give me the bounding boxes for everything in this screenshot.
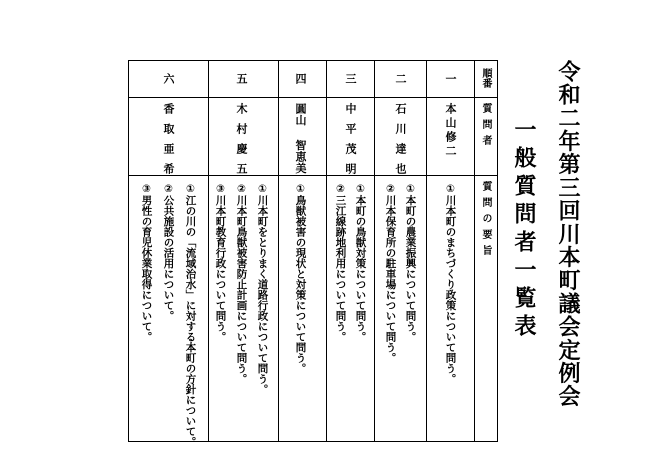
name-row-divider bbox=[129, 175, 497, 176]
row-order: 三 bbox=[344, 73, 357, 84]
row-order: 五 bbox=[235, 73, 248, 84]
row-question: ②川本保育所の駐車場について問う。 bbox=[384, 183, 397, 363]
order-row-divider bbox=[129, 97, 497, 98]
header-summary: 質問の要旨 bbox=[480, 181, 491, 261]
page-subtitle: 一般質問者一覧表 bbox=[511, 118, 536, 342]
questioner-table bbox=[128, 60, 498, 447]
page-title: 令和二年第三回川本町議会定例会 bbox=[555, 60, 580, 408]
row-question: ①川本町のまちづくり政策について問う。 bbox=[444, 183, 457, 384]
row-question: ②川本町鳥獣被害防止計画について問う。 bbox=[235, 183, 248, 384]
row-name: 木村慶五 bbox=[235, 103, 248, 183]
row-question: ②三江線跡地利用について問う。 bbox=[334, 183, 347, 342]
row-order: 一 bbox=[444, 73, 457, 84]
row-question: ③川本町教育行政について問う。 bbox=[214, 183, 227, 342]
row-name: 本山修二 bbox=[444, 103, 457, 159]
row-name: 石川達也 bbox=[394, 103, 407, 183]
row-question: ①本町の鳥獣対策について問う。 bbox=[354, 183, 367, 342]
row-order: 六 bbox=[162, 73, 175, 84]
row-name: 圓山 智恵美 bbox=[294, 103, 307, 174]
column-divider bbox=[426, 61, 427, 441]
row-name: 中平茂明 bbox=[344, 103, 357, 183]
row-question: ③男性の育児休業取得について。 bbox=[140, 183, 153, 342]
row-name: 香取亜希 bbox=[162, 103, 175, 183]
header-questioner: 質問者 bbox=[480, 103, 491, 151]
header-order: 順番 bbox=[480, 68, 491, 88]
row-question: ②公共施設の活用について。 bbox=[162, 183, 175, 321]
column-divider bbox=[208, 61, 209, 441]
column-divider bbox=[474, 61, 475, 441]
column-divider bbox=[374, 61, 375, 441]
row-question: ①川本町をとりまく道路行政について問う。 bbox=[256, 183, 269, 395]
column-divider bbox=[326, 61, 327, 441]
row-question: ①江の川の「流域治水」に対する本町の方針について。 bbox=[184, 183, 197, 447]
row-question: ①鳥獣被害の現状と対策について問う。 bbox=[294, 183, 307, 374]
row-question: ①本町の農業振興について問う。 bbox=[404, 183, 417, 342]
row-order: 四 bbox=[294, 73, 307, 84]
column-divider bbox=[278, 61, 279, 441]
row-order: 二 bbox=[394, 73, 407, 84]
